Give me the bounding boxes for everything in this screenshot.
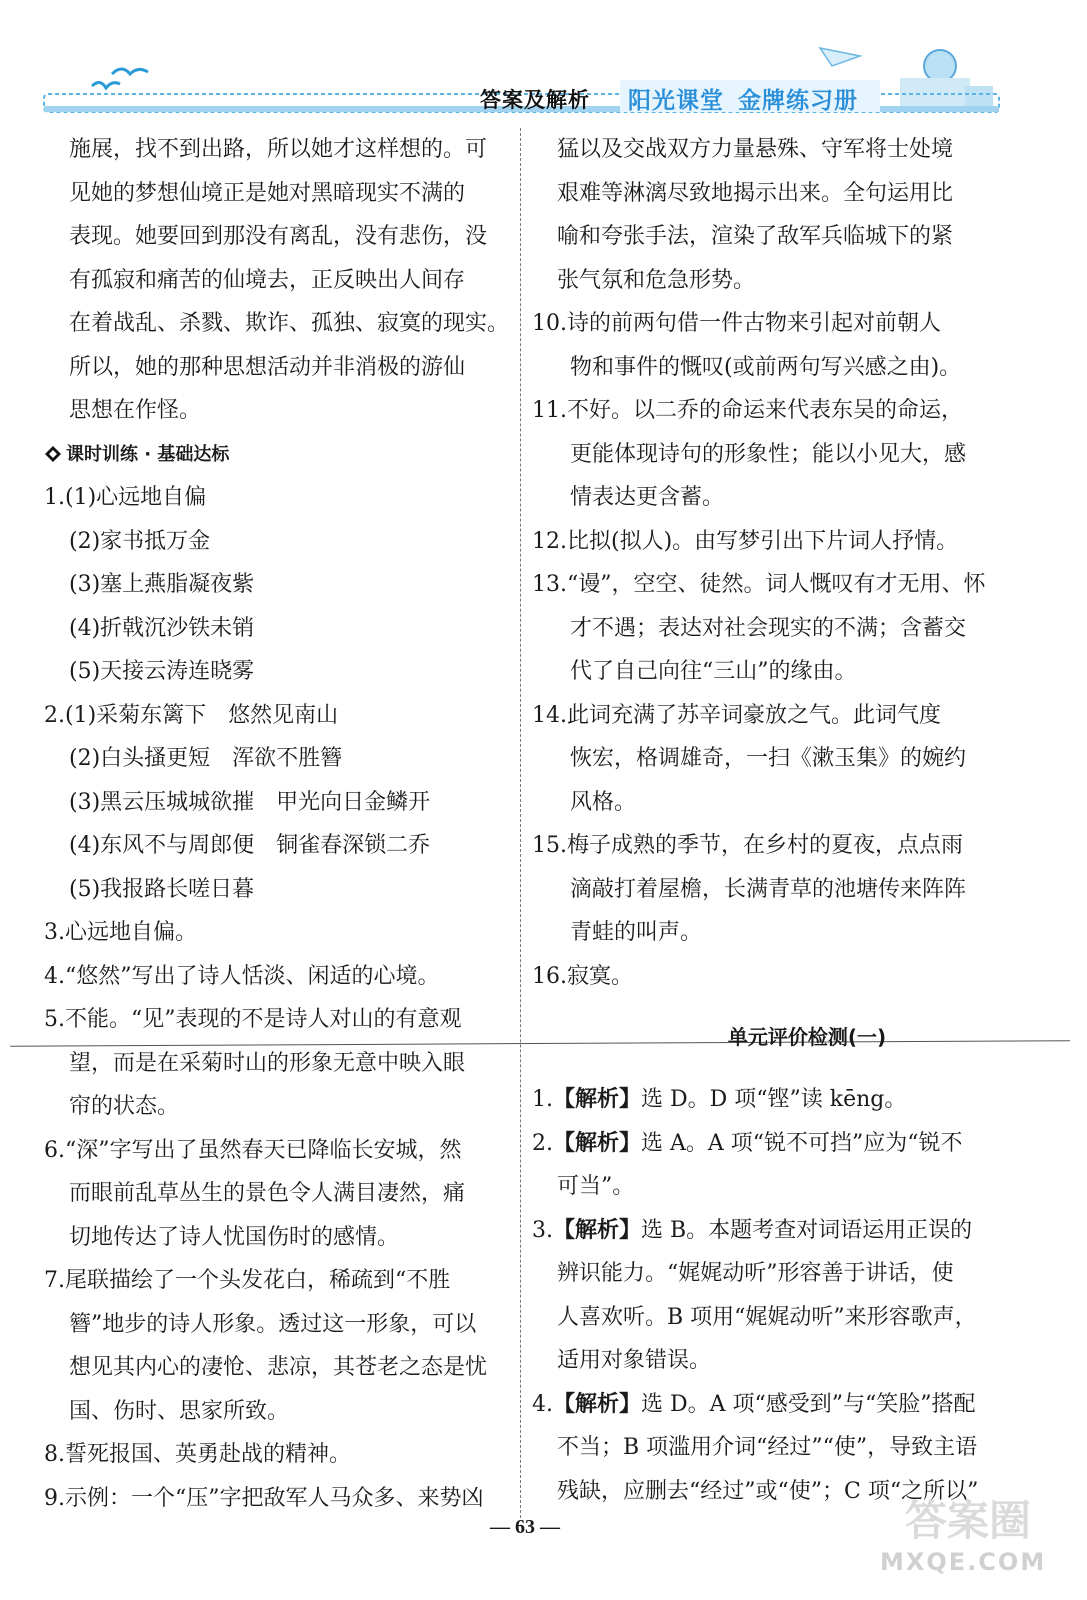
answer-line: 滴敲打着屋檐，长满青草的池塘传来阵阵 <box>570 876 967 902</box>
answer-line: 12.比拟(拟人)。由写梦引出下片词人抒情。 <box>532 528 959 554</box>
answer-line: 8.誓死报国、英勇赴战的精神。 <box>44 1442 351 1467</box>
analysis-text: 选 B。本题考查对词语运用正误的 <box>641 1217 973 1243</box>
watermark-logo: 答案圈 <box>905 1496 1032 1545</box>
page-number: — 63 — <box>490 1516 560 1538</box>
answer-line: 恢宏，格调雄奇，一扫《漱玉集》的婉约 <box>570 746 967 771</box>
bird-icon <box>92 82 120 88</box>
text-line: 所以，她的那种思想活动并非消极的游仙 <box>69 354 466 380</box>
analysis-line: 可当”。 <box>557 1174 635 1199</box>
answer-line: 国、伤时、思家所致。 <box>69 1398 290 1424</box>
page-header <box>0 0 1087 130</box>
right-column <box>532 128 1002 1513</box>
paper-plane-icon <box>820 48 860 66</box>
analysis-line <box>532 1078 1002 1122</box>
answer-number: 3. <box>532 1217 553 1243</box>
header-title: 答案及解析 <box>480 88 590 112</box>
answer-line: 才不遇；表达对社会现实的不满；含蓄交 <box>570 615 967 641</box>
answer-line: (3)黑云压城城欲摧 甲光向日金鳞开 <box>69 789 431 815</box>
answer-line: 6.“深”字写出了虽然春天已降临长安城，然 <box>44 1137 462 1163</box>
analysis-text: 选 D。D 项“铿”读 kēng。 <box>641 1087 907 1112</box>
analysis-line: 辨识能力。“娓娓动听”形容善于讲话，使 <box>557 1261 954 1286</box>
unit-title: 单元评价检测(一) <box>727 1025 887 1049</box>
analysis-text: 选 D。A 项“感受到”与“笑脸”搭配 <box>641 1391 976 1417</box>
answer-number: 2. <box>532 1130 553 1156</box>
text-line: 见她的梦想仙境正是她对黑暗现实不满的 <box>69 180 466 206</box>
analysis-text: 选 A。A 项“锐不可挡”应为“锐不 <box>641 1130 963 1156</box>
answer-number: 4. <box>532 1391 553 1417</box>
analysis-line: 人喜欢听。B 项用“娓娓动听”来形容歌声， <box>557 1304 977 1330</box>
answer-line: 16.寂寞。 <box>532 963 633 989</box>
analysis-line <box>532 1209 1002 1253</box>
answer-line: 而眼前乱草丛生的景色令人满目凄然，痛 <box>69 1181 466 1206</box>
answer-line: 2.(1)采菊东篱下 悠然见南山 <box>44 702 339 728</box>
section-heading-text: 课时训练 · 基础达标 <box>66 443 230 465</box>
watermark-text: MXQE.COM <box>880 1548 1047 1576</box>
answer-line: 帘的状态。 <box>69 1094 180 1119</box>
answer-line: 代了自己向往“三山”的缘由。 <box>570 659 857 684</box>
answer-line: 簪”地步的诗人形象。透过这一形象，可以 <box>69 1311 477 1337</box>
analysis-line: 适用对象错误。 <box>557 1348 712 1373</box>
answer-line: 想见其内心的凄怆、悲凉，其苍老之态是忧 <box>69 1355 488 1380</box>
bird-icon <box>112 69 148 74</box>
answer-line: 15.梅子成熟的季节，在乡村的夏夜，点点雨 <box>532 833 963 858</box>
answer-line: 1.(1)心远地自偏 <box>44 485 207 510</box>
answer-line: 更能体现诗句的形象性；能以小见大，感 <box>570 441 967 467</box>
answer-line: 张气氛和危急形势。 <box>557 267 756 293</box>
section-bullet-icon <box>44 445 62 463</box>
analysis-label: 【解析】 <box>553 1130 642 1156</box>
answer-line: 情表达更含蓄。 <box>570 485 725 510</box>
answer-line: (4)折戟沉沙铁未销 <box>69 615 255 641</box>
header-brand <box>628 82 872 115</box>
analysis-label: 【解析】 <box>553 1087 642 1112</box>
text-line: 在着战乱、杀戮、欺诈、孤独、寂寞的现实。 <box>69 311 510 336</box>
column-divider <box>520 128 521 1518</box>
answer-line: (2)白头搔更短 浑欲不胜簪 <box>69 746 343 771</box>
answer-line: 11.不好。以二乔的命运来代表东吴的命运， <box>532 398 963 423</box>
answer-line: 切地传达了诗人忧国伤时的感情。 <box>69 1224 400 1250</box>
answer-line: 望，而是在采菊时山的形象无意中映入眼 <box>69 1050 466 1076</box>
answer-line: 14.此词充满了苏辛词豪放之气。此词气度 <box>532 702 941 728</box>
answer-line: (5)天接云涛连晓雾 <box>69 659 255 684</box>
analysis-line <box>532 1122 1002 1166</box>
text-line: 施展，找不到出路，所以她才这样想的。可 <box>69 137 488 162</box>
answer-line: 风格。 <box>570 789 637 815</box>
answer-line: 9.示例：一个“压”字把敌军人马众多、来势凶 <box>44 1485 484 1511</box>
section-heading <box>44 433 514 477</box>
header-brand-part1: 阳光课堂 <box>628 88 724 114</box>
answer-line: (5)我报路长嗟日暮 <box>69 876 255 902</box>
analysis-label: 【解析】 <box>553 1391 642 1417</box>
globe-icon <box>924 50 956 82</box>
answer-number: 1. <box>532 1087 553 1112</box>
text-line: 有孤寂和痛苦的仙境去，正反映出人间存 <box>69 267 466 293</box>
answer-line: 5.不能。“见”表现的不是诗人对山的有意观 <box>44 1007 462 1032</box>
answer-line: 青蛙的叫声。 <box>570 920 703 945</box>
text-line: 思想在作怪。 <box>69 398 202 423</box>
answer-line: 艰难等淋漓尽致地揭示出来。全句运用比 <box>557 180 954 206</box>
answer-line: 3.心远地自偏。 <box>44 920 197 945</box>
analysis-line: 残缺，应删去“经过”或“使”；C 项“之所以” <box>557 1478 979 1504</box>
answer-line: 13.“谩”，空空、徒然。词人慨叹有才无用、怀 <box>532 572 986 597</box>
analysis-line <box>532 1383 1002 1427</box>
answer-line: 物和事件的慨叹(或前两句写兴感之由)。 <box>570 354 962 380</box>
text-line: 表现。她要回到那没有离乱，没有悲伤，没 <box>69 224 488 249</box>
header-brand-part2: 金牌练习册 <box>738 88 858 114</box>
answer-line: (4)东风不与周郎便 铜雀春深锁二乔 <box>69 833 431 858</box>
answer-line: (2)家书抵万金 <box>69 528 211 554</box>
analysis-line: 不当；B 项滥用介词“经过”“使”，导致主语 <box>557 1435 978 1460</box>
answer-line: 7.尾联描绘了一个头发花白，稀疏到“不胜 <box>44 1268 451 1293</box>
left-column <box>44 128 514 1520</box>
answer-line: 喻和夸张手法，渲染了敌军兵临城下的紧 <box>557 224 954 249</box>
answer-line: 4.“悠然”写出了诗人恬淡、闲适的心境。 <box>44 963 440 989</box>
answer-line: (3)塞上燕脂凝夜紫 <box>69 572 255 597</box>
answer-line: 猛以及交战双方力量悬殊、守军将士处境 <box>557 137 954 162</box>
analysis-label: 【解析】 <box>553 1217 642 1243</box>
answer-line: 10.诗的前两句借一件古物来引起对前朝人 <box>532 311 941 336</box>
